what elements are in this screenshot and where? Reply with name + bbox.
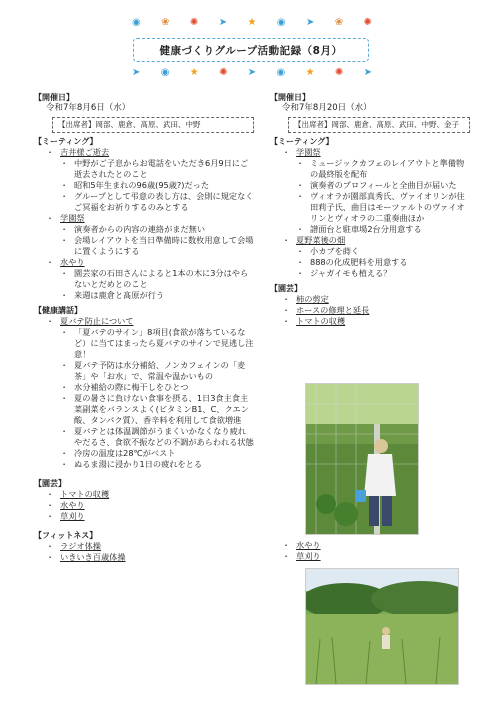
detail-item: ・ 譜面台と駐車場2台分用意する [270, 224, 470, 235]
detail-item: ・ 演奏者からの内容の連絡がまだ無い [34, 224, 254, 235]
topic-item [270, 235, 470, 246]
detail-item: ・ 冷房の温度は28℃がベスト [34, 448, 254, 459]
detail-item: ・ 会場レイアウトを当日準備時に数枚用意して会場に置くようにする [34, 235, 254, 257]
fish-icon: ➤ [247, 66, 257, 78]
detail-item: ・ ヴィオラが園部真秀氏、ヴァイオリンが住田莉子氏、曲目はモーツァルトのヴァイオリンとヴィオラの二重奏曲ほか [270, 191, 470, 224]
fitness-list [34, 541, 254, 563]
crab-icon: ✺ [219, 66, 228, 78]
topic-item [34, 213, 254, 224]
list-item: ・ トマトの収穫 [34, 489, 254, 500]
detail-item: ・ 昭和5年生まれの96歳(95歳?)だった [34, 180, 254, 191]
list-item: ・ 草刈り [270, 551, 470, 562]
detail-item: ・ ジャガイモも植える？ [270, 268, 470, 279]
detail-item: ・ 小カブを蒔く [270, 246, 470, 257]
detail-item: ・ グループとして弔意の表し方は、会則に規定なくご冥福をお祈りするのみとする [34, 191, 254, 213]
topic-title: 夏バテ防止について [60, 316, 134, 326]
garden-header: 【園芸】 [34, 479, 66, 488]
list-item: ・ 草刈り [34, 511, 254, 522]
topic-title: 水やり [60, 257, 85, 267]
attendees-box: 【出席者】岡部、鹿倉、髙原、武田、中野、金子 [288, 117, 470, 133]
lecture-list [34, 316, 254, 470]
right-column [270, 90, 470, 327]
topic-title: 学園祭 [60, 213, 85, 223]
topic-item [34, 147, 254, 158]
date-header: 【開催日】 [34, 93, 74, 102]
starfish-icon: ★ [189, 66, 199, 78]
right-garden-list [270, 294, 470, 327]
topic-item [270, 147, 470, 158]
detail-item: ・ ミュージックカフェのレイアウトと準備物の最終版を配布 [270, 158, 470, 180]
crab-icon: ✺ [363, 16, 372, 28]
fish-icon: ➤ [132, 66, 141, 78]
list-item: ・ 柿の剪定 [270, 294, 470, 305]
bottom-decoration [132, 66, 372, 78]
attendees-box: 【出席者】岡部、鹿倉、髙原、武田、中野 [52, 117, 254, 133]
list-item: ・ 水やり [34, 500, 254, 511]
lecture-header: 【健康講話】 [34, 306, 82, 315]
detail-item: ・ ぬるま湯に浸かり1日の疲れをとる [34, 459, 254, 470]
date-header: 【開催日】 [270, 93, 310, 102]
topic-title: 学園祭 [296, 147, 321, 157]
fitness-header: 【フィットネス】 [34, 531, 98, 540]
list-item: ・ ラジオ体操 [34, 541, 254, 552]
crab-icon: ✺ [189, 16, 199, 28]
detail-item: ・ 演奏者のプロフィールと全曲目が届いた [270, 180, 470, 191]
detail-item: ・ 夏バテ予防は水分補給、ノンカフェインの「麦茶」や「お水」で、常温や温かいもの [34, 360, 254, 382]
page-title [133, 38, 369, 62]
detail-item: ・ 夏バテとは体温調節がうまくいかなくなり疲れやだるさ、食欲不振などの不調があらわれる状態 [34, 426, 254, 448]
starfish-icon: ★ [305, 66, 315, 78]
left-meeting-list [34, 147, 254, 301]
photo-illustration [306, 384, 418, 534]
left-column [34, 90, 254, 563]
garden-header: 【園芸】 [270, 284, 302, 293]
left-garden-list [34, 489, 254, 522]
list-item: ・ ホースの修理と延長 [270, 305, 470, 316]
detail-item: ・ 中野がご子息からお電話をいただき6月9日にご逝去されたとのこと [34, 158, 254, 180]
crab-icon: ✺ [334, 66, 344, 78]
meeting-date: 令和7年8月20日（水） [282, 103, 372, 113]
topic-item [34, 316, 254, 327]
fish-icon: ➤ [363, 66, 372, 78]
detail-item: ・ 「夏バテのサイン」8項目(食欲が落ちているなど）に当てはまったら夏バテのサインで見逃し注意！ [34, 327, 254, 360]
fish-icon: ◉ [132, 16, 141, 28]
topic-item [34, 257, 254, 268]
top-decoration [132, 16, 372, 28]
detail-item: ・ 夏の暑さに負けない食事を摂る、1日3食主食主菜副菜をバランスよく(ビタミンB1、C、クエン酸、タンパク質）、香辛料を利用して食欲増進 [34, 393, 254, 426]
shell-icon: ❀ [334, 16, 344, 28]
list-item: ・ いきいき百歳体操 [34, 552, 254, 563]
topic-title: 吉井様ご逝去 [60, 147, 110, 157]
detail-item: ・ 園芸家の石田さんによると1本の木に3分はやらないとだめとのこと [34, 268, 254, 290]
page-title-text: 健康づくりグループ活動記録（8月） [159, 44, 343, 57]
meeting-header: 【ミーティング】 [270, 137, 334, 146]
right-garden-list-2 [270, 540, 470, 562]
tomato-harvest-photo [305, 383, 419, 535]
detail-item: ・ 水分補給の際に梅干しをひとつ [34, 382, 254, 393]
fish-icon: ◉ [276, 16, 286, 28]
photo-illustration [306, 569, 458, 684]
fish-icon: ➤ [305, 16, 315, 28]
fish-icon: ➤ [218, 16, 228, 28]
fish-icon: ◉ [160, 66, 170, 78]
starfish-icon: ★ [247, 16, 257, 28]
shell-icon: ❀ [161, 16, 170, 28]
list-item: ・ 水やり [270, 540, 470, 551]
detail-item: ・ 888の化成肥料を用意する [270, 257, 470, 268]
meeting-date: 令和7年8月6日（水） [46, 103, 131, 113]
meeting-header: 【ミーティング】 [34, 137, 98, 146]
list-item: ・ トマトの収穫 [270, 316, 470, 327]
detail-item: ・ 来週は鹿倉と髙原が行う [34, 290, 254, 301]
weeding-photo [305, 568, 459, 685]
fish-icon: ◉ [276, 66, 286, 78]
right-meeting-list [270, 147, 470, 279]
topic-title: 夏野菜後の畑 [296, 235, 346, 245]
